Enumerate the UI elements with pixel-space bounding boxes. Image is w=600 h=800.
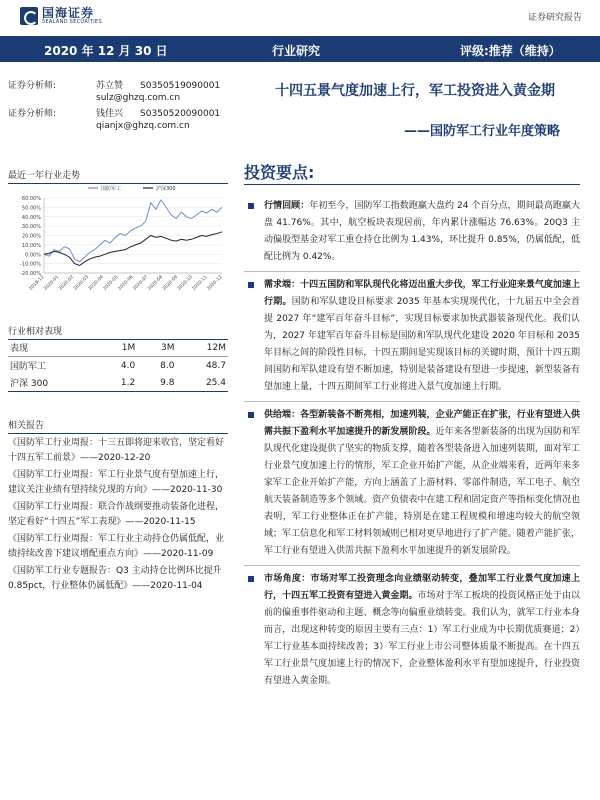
point-body: 市场对于军工板块的投资风格正处于由以前的偏重事件驱动和主题、概念等向偏重业绩转变。我们认为，就军工行业本身而言，出现这种转变的原因主要有三点：1）军工行业成为中长期优质赛道；2）军工行业基本面持续改善；3）军工行业上市公司整体质量不断提高。在十四五军工行业景气度加速上行的情况下，企业整体盈利水平有望加速提升，行业投资有望进入黄金期。 xyxy=(264,591,580,686)
table-cell: 48.7 xyxy=(205,360,226,371)
related-report-item[interactable]: 《国防军工行业周报：军工行业主动持仓仍属低配，业绩持续改善下建议增配重点方向》——2020-11-09 xyxy=(8,534,225,559)
table-header-cell: 表现 xyxy=(8,339,98,357)
point-body: 近年来各型新装备的出现为国防和军队现代化建设提供了坚实的物质支撑，随着各型装备进入加速列装期，面对军工行业景气度加速上行的情形，军工企业开始扩产能，从企业端来看，近两年来多家军工企业开始扩产能，方向上涵盖了上游材料、零部件制造，军工电子、航空航天装备制造等多个领域。资产负债表中在建工程和固定资产等指标变化情况也表明，军工行业整体正在扩产能，特别是在建工程规模和增速均较大的航空领域；军工信息化和军工材料领域则已相对更早地进行了扩产能。随着产能扩张，军工行业有望进入供需共振下盈利水平加速提升的新发展阶段。 xyxy=(264,427,580,556)
square-bullet-icon xyxy=(248,576,254,582)
series-line xyxy=(44,232,222,266)
point-body: 年初至今，国防军工指数跑赢大盘约 24 个百分点，期间最高跑赢大盘 41.76%。其中，航空板块表现居前，年内累计涨幅达 76.63%。20Q3 主动偏股型基金对军工重仓持仓比例为 1.43%，环比提升 0.85%，仍属低配，低配比例为 0.42%。 xyxy=(264,201,580,262)
invest-section-title: 投资要点: xyxy=(244,163,315,182)
y-tick-label: 10.00% xyxy=(21,242,41,249)
y-tick-label: -20.00% xyxy=(20,271,41,277)
analyst-name: 钱佳兴 xyxy=(96,109,124,119)
report-subtitle: ——国防军工行业年度策略 xyxy=(403,124,560,139)
performance-table xyxy=(8,339,228,392)
x-tick-label: 2020-05 xyxy=(102,274,120,292)
invest-point xyxy=(244,198,580,266)
table-cell: 国防军工 xyxy=(10,362,47,372)
x-tick-label: 2019-12 xyxy=(28,274,46,292)
company-logo xyxy=(20,6,102,26)
performance-section-title: 行业相对表现 xyxy=(8,324,228,340)
y-tick-label: 40.00% xyxy=(21,214,41,221)
related-report-item[interactable]: 《国防军工行业周报：军工行业景气度有望加速上行，建议关注业绩有望持续兑现的方向》——2020-11-30 xyxy=(8,470,225,495)
rating: 评级:推荐（维持） xyxy=(460,44,561,58)
logo-name-cn: 国海证券 xyxy=(42,6,95,20)
table-cell: 8.0 xyxy=(160,360,175,371)
trend-chart xyxy=(8,182,228,297)
analyst-list xyxy=(8,80,233,136)
table-header-cell: 1M xyxy=(98,339,137,357)
square-bullet-icon xyxy=(248,203,254,209)
y-tick-label: 20.00% xyxy=(21,233,41,240)
x-tick-label: 2020-07 xyxy=(132,274,150,292)
y-tick-label: 30.00% xyxy=(21,224,41,231)
legend-label: 国防军工 xyxy=(101,186,122,192)
invest-point xyxy=(244,277,580,396)
header-banner xyxy=(0,36,600,62)
chart-section-title: 最近一年行业走势 xyxy=(8,168,228,184)
invest-point xyxy=(244,571,580,690)
report-type: 证券研究报告 xyxy=(527,13,582,23)
square-bullet-icon xyxy=(248,412,254,418)
divider xyxy=(244,560,580,571)
report-category: 行业研究 xyxy=(272,44,321,58)
y-tick-label: 60.00% xyxy=(21,196,41,202)
x-tick-label: 2020-08 xyxy=(147,274,165,292)
logo-text xyxy=(42,7,102,25)
related-section-title: 相关报告 xyxy=(8,418,228,434)
x-tick-label: 2020-12 xyxy=(206,274,224,292)
divider xyxy=(244,184,580,185)
table-cell: 25.4 xyxy=(176,374,228,392)
analyst-name: 苏立赞 xyxy=(96,81,124,91)
x-tick-label: 2020-02 xyxy=(58,274,76,292)
point-body: 国防和军队建设目标要求 2035 年基本实现现代化，十九届五中全会首提 2027 年“建军百年奋斗目标”，实现目标要求加快武器装备现代化。我们认为，2027 年建军百年奋斗目标是国防和军队现代化建设 2020 年目标和 2035 年目标之间的阶段性目标，十四五期间是实现该目标的关键时期，预计十四五期间国防和军队建设有望不断加速，特别是装备建设有望进一步提速，新型装备有望加速上量，十四五期间军工行业将进入景气度加速上行期。 xyxy=(264,297,580,392)
logo-icon xyxy=(20,7,38,25)
analyst-email[interactable]: qianjx@ghzq.com.cn xyxy=(96,121,190,131)
x-tick-label: 2020-09 xyxy=(162,274,179,292)
table-row xyxy=(8,374,228,392)
table-header-row xyxy=(8,339,228,357)
y-tick-label: 50.00% xyxy=(21,205,41,212)
table-cell: 1.2 xyxy=(98,374,137,392)
point-heading: 市场角度：市场对军工投资理念向业绩驱动转变，叠加军工行业景气度加速上行，十四五军工投资有望进入黄金期。 xyxy=(264,574,580,601)
analyst-cert: S0350520090001 xyxy=(140,109,221,119)
x-tick-label: 2020-01 xyxy=(43,274,61,292)
analyst-role: 证券分析师: xyxy=(8,81,57,91)
report-date: 2020 年 12 月 30 日 xyxy=(44,44,168,58)
related-report-list xyxy=(8,436,228,596)
divider xyxy=(244,396,580,407)
point-heading: 供给端：各型新装备不断亮相，加速列装，企业产能正在扩张，行业有望进入供需共振下盈利水平加速提升的新发展阶段。 xyxy=(264,410,580,437)
x-tick-label: 2020-10 xyxy=(176,274,194,292)
related-report-item[interactable]: 《国防军工行业周报：十三五即将迎来收官，坚定看好十四五军工前景》——2020-12-20 xyxy=(8,438,225,463)
point-heading: 行情回顾： xyxy=(264,201,310,211)
divider xyxy=(244,266,580,277)
series-line xyxy=(44,200,222,262)
invest-points xyxy=(244,198,580,690)
analyst-cert: S0350519090001 xyxy=(140,81,221,91)
square-bullet-icon xyxy=(248,282,254,288)
x-tick-label: 2020-11 xyxy=(191,274,209,292)
x-tick-label: 2020-06 xyxy=(117,274,135,292)
table-header-cell: 3M xyxy=(137,339,176,357)
x-tick-label: 2020-04 xyxy=(87,274,105,292)
related-report-item[interactable]: 《国防军工行业专题报告：Q3 主动持仓比例环比提升 0.85pct，行业整体仍属低配》——2020-11-04 xyxy=(8,566,222,591)
legend-label: 沪深300 xyxy=(156,186,176,192)
related-report-item[interactable]: 《国防军工行业周报：联合作战纲要推动装备化进程，坚定看好“十四五”军工表现》——2020-11-15 xyxy=(8,502,225,527)
table-cell: 沪深 300 xyxy=(8,374,98,392)
table-cell: 4.0 xyxy=(120,360,136,371)
point-heading: 需求端：十四五国防和军队现代化将迈出重大步伐，军工行业迎来景气度加速上行期。 xyxy=(264,280,580,307)
y-tick-label: 0.00% xyxy=(25,252,41,259)
table-header-cell: 12M xyxy=(176,339,228,357)
trend-chart-svg xyxy=(8,182,228,297)
logo-name-en: SEALAND SECURITIES xyxy=(42,19,102,25)
analyst-entry xyxy=(8,108,233,136)
report-title: 十四五景气度加速上行，军工投资进入黄金期 xyxy=(275,83,555,99)
x-tick-label: 2020-03 xyxy=(73,274,90,292)
y-tick-label: -10.00% xyxy=(20,261,41,268)
table-row xyxy=(8,357,228,375)
analyst-entry xyxy=(8,80,233,108)
analyst-email[interactable]: sulz@ghzq.com.cn xyxy=(96,93,181,103)
table-cell: 9.8 xyxy=(137,374,176,392)
analyst-role: 证券分析师: xyxy=(8,109,57,119)
invest-point xyxy=(244,407,580,560)
